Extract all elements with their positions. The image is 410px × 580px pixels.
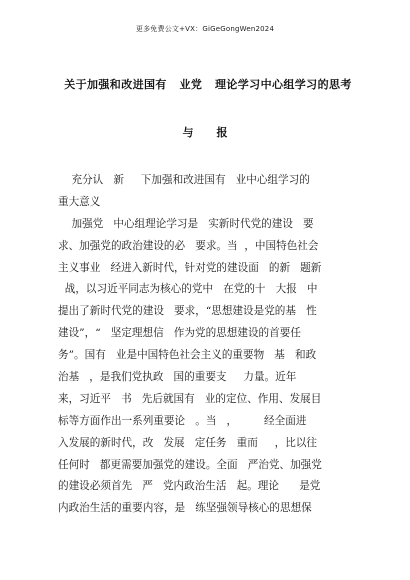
- body-line: 战，以习近平同志为核心的党中 在党的十 大报 中: [58, 283, 318, 296]
- body-line: 务”。国有 业是中国特色社会主义的重要物 基 和政: [58, 349, 317, 362]
- body-line: 任何时 都更需要加强党的建设。全面 严治党、加强党: [58, 458, 322, 471]
- document-subtitle: 与 报: [182, 126, 228, 139]
- body-line: 入发展的新时代，改 发展 定任务 重而 ，比以往: [58, 436, 318, 449]
- document-title: 关于加强和改进国有 业党 理论学习中心组学习的思考: [64, 78, 352, 91]
- body-line: 来，习近平 书 先后就国有 业的定位、作用、发展目: [58, 392, 322, 405]
- body-line: 提出了新时代党的建设 要求，“思想建设是党的基 性: [58, 305, 317, 318]
- body-line: 的建设必须首先 严 党内政治生活 起。理论 是党: [58, 480, 321, 493]
- body-line: 建设”，“ 坚定理想信 作为党的思想建设的首要任: [58, 327, 301, 340]
- body-line: 重大意义: [58, 195, 101, 208]
- body-line: 求、加强党的政治建设的必 要求。当 ，中国特色社会: [58, 239, 319, 252]
- body-line: 标等方面作出一系列重要论 。当 ， 经全面进: [58, 414, 307, 427]
- body-line: 充分认 新 下加强和改进国有 业中心组学习的: [58, 174, 310, 186]
- body-line: 治基 ，是我们党执政 国的重要支 力量。近年: [58, 371, 297, 384]
- document-body: [58, 170, 358, 520]
- body-line: 加强党 中心组理论学习是 实新时代党的建设 要: [58, 217, 314, 230]
- header-watermark: 更多免费公文+VX：GiGeGongWen2024: [135, 25, 275, 33]
- body-line: 内政治生活的重要内容，是 练坚强领导核心的思想保: [58, 502, 312, 515]
- body-line: 主义事业 经进入新时代，针对党的建设面 的新 题新: [58, 261, 322, 274]
